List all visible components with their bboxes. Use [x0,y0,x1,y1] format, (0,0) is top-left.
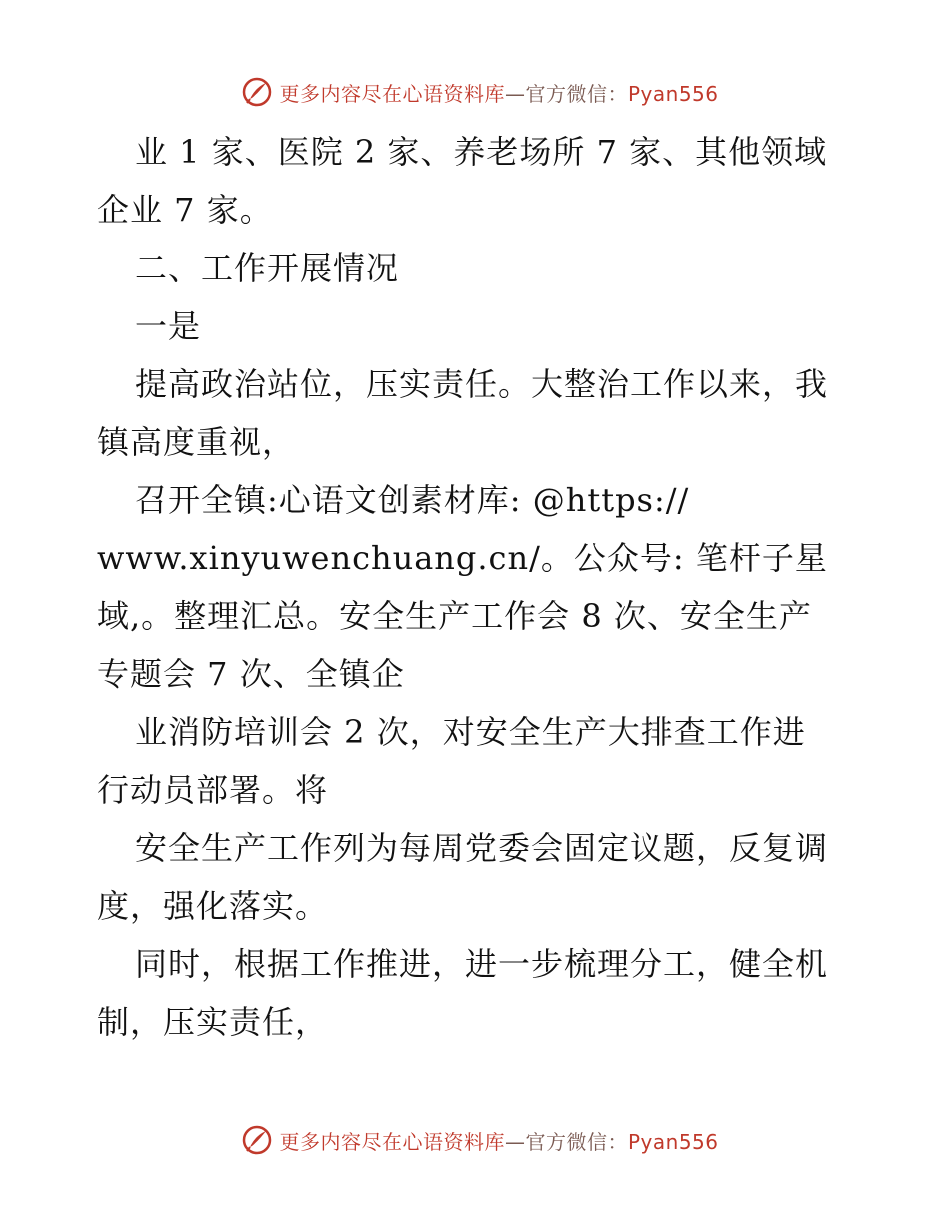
footer-watermark-banner [0,1120,950,1160]
body-line: 专题会 7 次、全镇企 [97,655,405,693]
body-line: 制，压实责任， [97,1003,329,1041]
body-line: www.xinyuwenchuang.cn/。公众号: 笔杆子星 [97,539,828,577]
feather-pen-logo-icon [241,1124,273,1156]
body-line: 召开全镇:心语文创素材库: @https:// [135,481,690,519]
body-line: 安全生产工作列为每周党委会固定议题，反复调 [135,829,829,867]
body-line: 提高政治站位，压实责任。大整治工作以来，我 [135,365,829,403]
document-body [97,123,857,1051]
body-line: 行动员部署。将 [97,771,329,809]
body-line: 域,。整理汇总。安全生产工作会 8 次、安全生产 [97,597,812,635]
body-line: 镇高度重视， [97,423,296,461]
banner-wechat-label: —官方微信： [504,1129,628,1154]
body-line: 同时，根据工作推进，进一步梳理分工，健全机 [135,945,829,983]
feather-pen-logo-icon [241,76,273,108]
banner-wechat-label: —官方微信： [504,81,628,106]
body-line: 业消防培训会 2 次，对安全生产大排查工作进 [135,713,806,751]
banner-site-text: 更多内容尽在心语资料库 [279,1129,505,1154]
section-heading: 二、工作开展情况 [135,249,400,287]
banner-wechat-id: Pyan556 [627,81,719,106]
header-watermark-banner [0,72,950,112]
body-line: 度，强化落实。 [97,887,329,925]
body-line: 业 1 家、医院 2 家、养老场所 7 家、其他领域 [135,133,828,171]
banner-site-text: 更多内容尽在心语资料库 [279,81,505,106]
body-line: 一是 [135,307,202,345]
banner-wechat-id: Pyan556 [627,1129,719,1154]
body-line: 企业 7 家。 [97,191,273,229]
